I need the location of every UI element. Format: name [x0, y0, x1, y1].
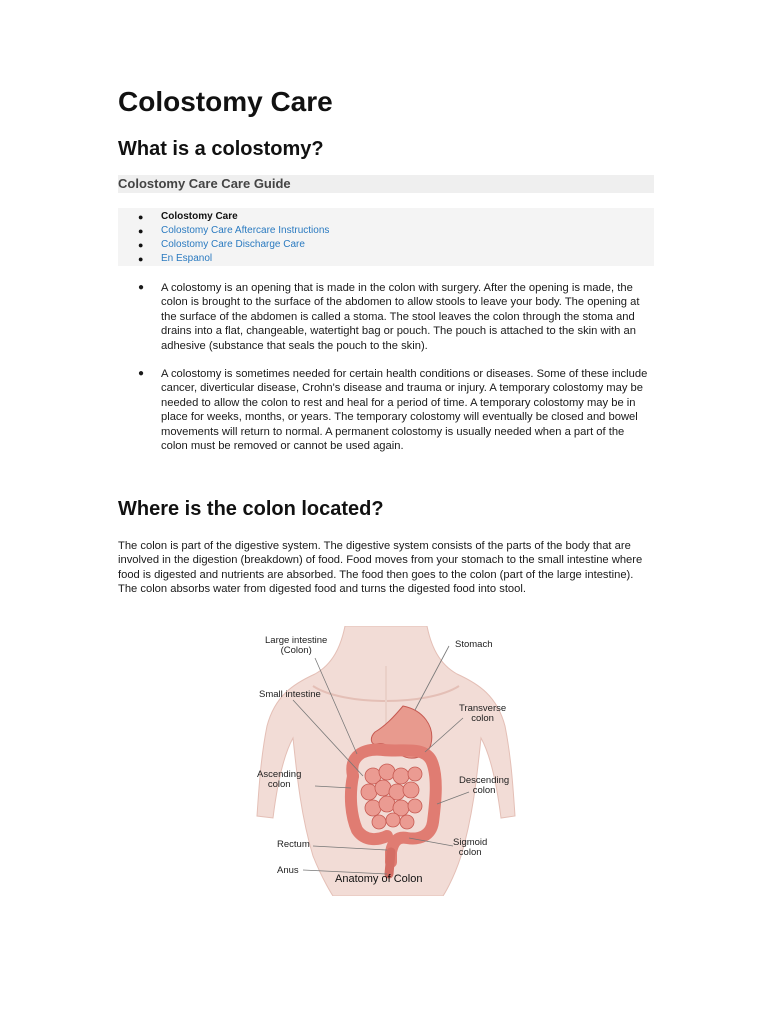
bullet-icon: ●: [138, 212, 144, 222]
bullet-icon: ●: [138, 240, 144, 250]
care-guide-nav-list: [138, 210, 329, 266]
label-transverse-colon: Transverse colon: [459, 703, 507, 724]
nav-link[interactable]: En Espanol: [161, 253, 213, 264]
nav-item[interactable]: [138, 224, 329, 238]
nav-link[interactable]: Colostomy Care Aftercare Instructions: [161, 225, 330, 236]
list-item: [138, 367, 654, 453]
heading-what-is-colostomy: What is a colostomy?: [118, 138, 324, 160]
bullet-icon: ●: [138, 282, 145, 293]
label-rectum: Rectum: [277, 839, 310, 850]
colon-location-paragraph: The colon is part of the digestive system. The digestive system consists of the parts of the body that are involved in the digestion (breakdown) of food. Food moves from your stomach to the small intestine where food is digested and nutrients are absorbed. The food then goes to the colon (part of the large intestine). The colon absorbs water from digested food and turns the digested food into stool.: [118, 540, 643, 596]
nav-link[interactable]: Colostomy Care Discharge Care: [161, 239, 305, 250]
page-title: Colostomy Care: [118, 86, 333, 117]
anatomy-of-colon-figure: [253, 626, 519, 896]
bullet-icon: ●: [138, 254, 144, 264]
bullet-text: A colostomy is an opening that is made in the colon with surgery. After the opening is made, the colon is brought to the surface of the abdomen to allow stools to leave your body. The opening at the surface of the abdomen is called a stoma. The stool leaves the colon through the stoma and drains into a flat, changeable, watertight bag or pouch. The pouch is attached to the skin with an adhesive (substance that seals the pouch to the skin).: [161, 282, 640, 352]
label-ascending-colon: Ascending colon: [257, 769, 302, 790]
care-guide-title: Colostomy Care Care Guide: [118, 176, 291, 191]
nav-item: [138, 210, 329, 224]
colostomy-bullet-list: [138, 281, 654, 453]
nav-item[interactable]: [138, 252, 329, 266]
bullet-icon: ●: [138, 226, 144, 236]
figure-caption: Anatomy of Colon: [335, 873, 423, 885]
list-item: [138, 281, 654, 353]
label-anus: Anus: [277, 865, 299, 876]
bullet-icon: ●: [138, 368, 145, 380]
care-guide-bar: [118, 175, 654, 193]
care-guide-nav: [118, 208, 654, 266]
label-small-intestine: Small intestine: [259, 689, 321, 700]
heading-where-is-colon: Where is the colon located?: [118, 498, 384, 520]
nav-current-label: Colostomy Care: [161, 211, 238, 222]
rectum-shape: [389, 852, 391, 874]
bullet-text: A colostomy is sometimes needed for certain health conditions or diseases. Some of these include cancer, diverticular disease, Crohn's disease and trauma or injury. A temporary colostomy may be needed to allow the colon to rest and heal for a period of time. A temporary colostomy may be in place for weeks, months, or years. The temporary colostomy will eventually be closed and bowel movements will return to normal. A permanent colostomy is usually needed when a part of the colon must be removed or cannot be used again.: [161, 368, 648, 453]
label-descending-colon: Descending colon: [459, 775, 510, 796]
label-large-intestine: Large intestine (Colon): [265, 635, 328, 656]
label-sigmoid-colon: Sigmoid colon: [453, 837, 488, 858]
nav-item[interactable]: [138, 238, 329, 252]
label-stomach: Stomach: [455, 639, 493, 650]
